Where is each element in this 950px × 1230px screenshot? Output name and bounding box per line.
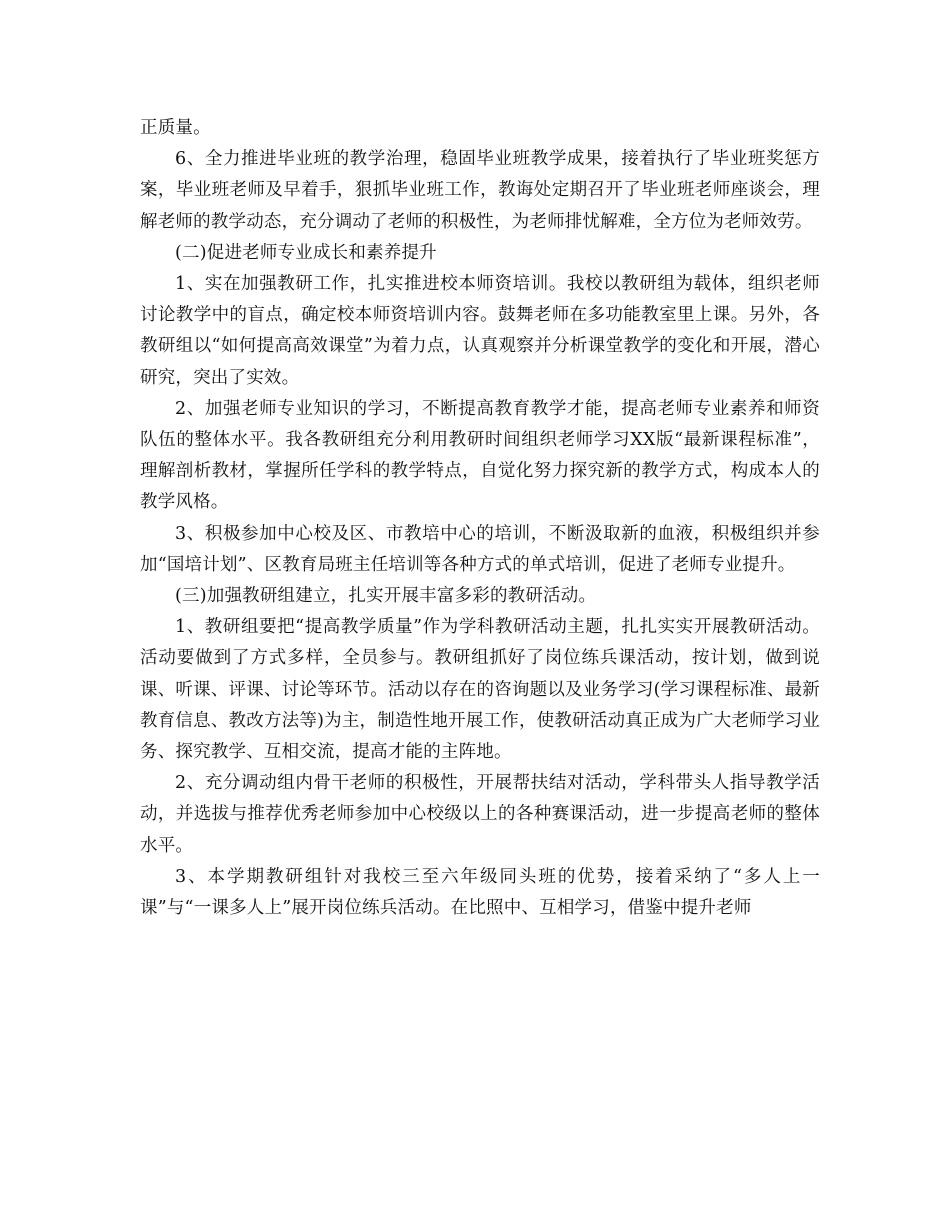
paragraph-research-activities: 1、教研组要把“提高教学质量”作为学科教研活动主题，扎扎实实开展教研活动。活动要做到了方式多样，全员参与。教研组抓好了岗位练兵课活动，按计划，做到说课、听课、评课、讨论等环节。活动以存在的咨询题以及业务学习(学习课程标准、最新教育信息、教改方法等)为主，制造性地开展工作，使教研活动真正成为广大老师学习业务、探究教学、互相交流，提高才能的主阵地。 bbox=[140, 617, 820, 763]
paragraph-backbone-teachers: 2、充分调动组内骨干老师的积极性，开展帮扶结对活动，学科带头人指导教学活动，并选拔与推荐优秀老师参加中心校级以上的各种赛课活动，进一步提高老师的整体水平。 bbox=[140, 773, 820, 856]
paragraph-graduating-class: 6、全力推进毕业班的教学治理，稳固毕业班教学成果，接着执行了毕业班奖惩方案，毕业班老师及早着手，狠抓毕业班工作，教诲处定期召开了毕业班老师座谈会，理解老师的教学动态，充分调动了老师的积极性，为老师排忧解难，全方位为老师效劳。 bbox=[140, 149, 820, 232]
paragraph-practice-activities: 3、本学期教研组针对我校三至六年级同头班的优势，接着采纳了“多人上一课”与“一课多人上”展开岗位练兵活动。在比照中、互相学习，借鉴中提升老师 bbox=[140, 866, 820, 919]
paragraph-teaching-research: 1、实在加强教研工作，扎实推进校本师资培训。我校以教研组为载体，组织老师讨论教学中的盲点，确定校本师资培训内容。鼓舞老师在多功能教室里上课。另外，各教研组以“如何提高高效课堂”为着力点，认真观察并分析课堂教学的变化和开展，潜心研究，突出了实效。 bbox=[140, 274, 820, 388]
document-body bbox=[140, 113, 820, 924]
section-heading-teacher-growth: (二)促进老师专业成长和素养提升 bbox=[175, 242, 437, 263]
paragraph-professional-knowledge: 2、加强老师专业知识的学习，不断提高教育教学才能，提高老师专业素养和师资队伍的整体水平。我各教研组充分利用教研时间组织老师学习XX版“最新课程标准”，理解剖析教材，掌握所任学科的教学特点，自觉化努力探究新的教学方式，构成本人的教学风格。 bbox=[140, 398, 820, 513]
paragraph-continuation: 正质量。 bbox=[140, 118, 211, 138]
paragraph-training: 3、积极参加中心校及区、市教培中心的培训，不断汲取新的血液，积极组织并参加“国培计划”、区教育局班主任培训等各种方式的单式培训，促进了老师专业提升。 bbox=[140, 523, 820, 575]
section-heading-research-groups: (三)加强教研组建立，扎实开展丰富多彩的教研活动。 bbox=[175, 586, 597, 607]
